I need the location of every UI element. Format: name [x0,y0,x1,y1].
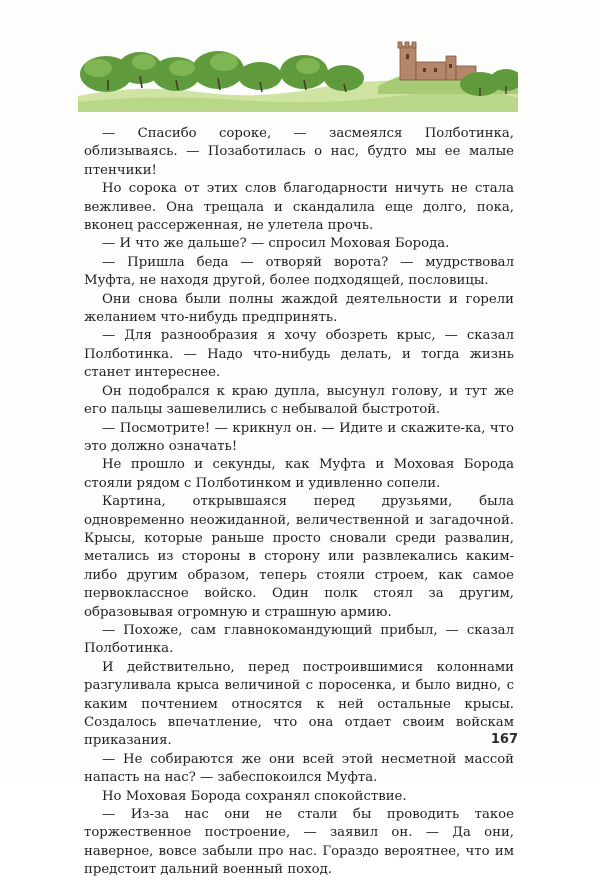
paragraph: Не прошло и секунды, как Муфта и Моховая Борода стояли рядом с Полботинком и удивленно сопели. [84,457,514,491]
paragraph: — Похоже, сам главнокомандующий прибыл, — сказал Полботинка. [84,622,514,657]
paragraph: — Для разнообразия я хочу обозреть крыс, — сказал Полботинка. — Надо что-нибудь делать, и тогда жизнь станет интереснее. [84,328,514,381]
body-text [84,125,514,880]
paragraph: — Пришла беда — отворяй ворота? — мудрствовал Муфта, не находя другой, более подходящей, пословицы. [84,254,514,289]
page-number: 167 [490,732,518,747]
paragraph: Но сорока от этих слов благодарности ничуть не стала вежливее. Она трещала и скандалила еще долго, пока, вконец рассерженная, не улетела прочь. [84,181,514,234]
paragraph: — Не собираются же они всей этой несметной массой напасть на нас? — забеспокоился Муфта. [84,751,514,786]
paragraph: Картина, открывшаяся перед друзьями, была одновременно неожиданной, величественной и загадочной. Крысы, которые раньше просто сновали среди развалин, метались из стороны в сторону или развлекались каким-либо другим образом, теперь стояли строем, как самое первоклассное войско. Один полк стоял за другим, образовывая огромную и страшную армию. [84,494,514,620]
landscape-with-castle-icon [78,24,518,112]
paragraph: Но Моховая Борода сохранял спокойствие. [102,788,407,804]
paragraph: Они снова были полны жаждой деятельности и горели желанием что-нибудь предпринять. [84,291,514,326]
paragraph: — Посмотрите! — крикнул он. — Идите и скажите-ка, что это должно означать! [84,420,514,454]
paragraph: — Из-за нас они не стали бы проводить такое торжественное построение, — заявил он. — Да они, наверное, вовсе забыли про нас. Гораздо вероятнее, что им предстоит дальний военный поход. [84,807,514,878]
paragraph: И действительно, перед построившимися колоннами разгуливала крыса величиной с поросенка, и было видно, с каким почтением относятся к ней остальные крысы. Создалось впечатление, что она отдает своим войскам приказания. [84,659,514,749]
paragraph: — Спасибо сороке, — засмеялся Полботинка, облизываясь. — Позаботилась о нас, будто мы ее малые птенчики! [84,126,514,178]
paragraph: — И что же дальше? — спросил Моховая Борода. [102,236,450,252]
paragraph: Он подобрался к краю дупла, высунул голову, и тут же его пальцы зашевелились с небывалой быстротой. [84,383,514,418]
